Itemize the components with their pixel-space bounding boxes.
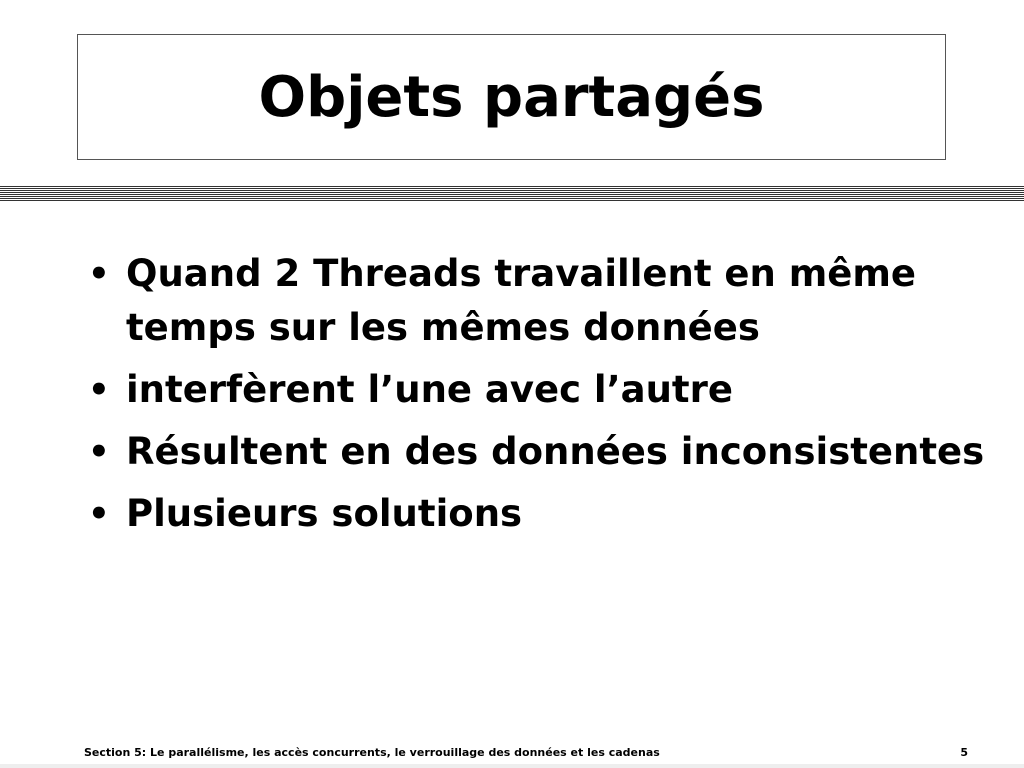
bullet-text: Résultent en des données inconsistentes (126, 430, 985, 473)
bullet-icon: • (88, 432, 110, 472)
footer-section-title: Section 5: Le parallélisme, les accès concurrents, le verrouillage des données et les cadenas (84, 746, 660, 759)
bullet-item (88, 247, 988, 355)
bullet-item (88, 487, 988, 541)
bullet-text: Quand 2 Threads travaillent en même temps sur les mêmes données (126, 252, 917, 349)
slide-title: Objets partagés (258, 64, 765, 130)
bullet-icon: • (88, 494, 110, 534)
bullet-item (88, 363, 988, 417)
page-number: 5 (960, 746, 968, 759)
footer-bar (0, 764, 1024, 768)
bullet-item (88, 425, 988, 479)
bullet-text: Plusieurs solutions (126, 492, 523, 535)
bullet-text: interfèrent l’une avec l’autre (126, 368, 733, 411)
title-divider-rule (0, 186, 1024, 201)
bullet-list (88, 247, 988, 549)
title-box (77, 34, 946, 160)
bullet-icon: • (88, 254, 110, 294)
slide-footer (84, 746, 968, 760)
bullet-icon: • (88, 370, 110, 410)
